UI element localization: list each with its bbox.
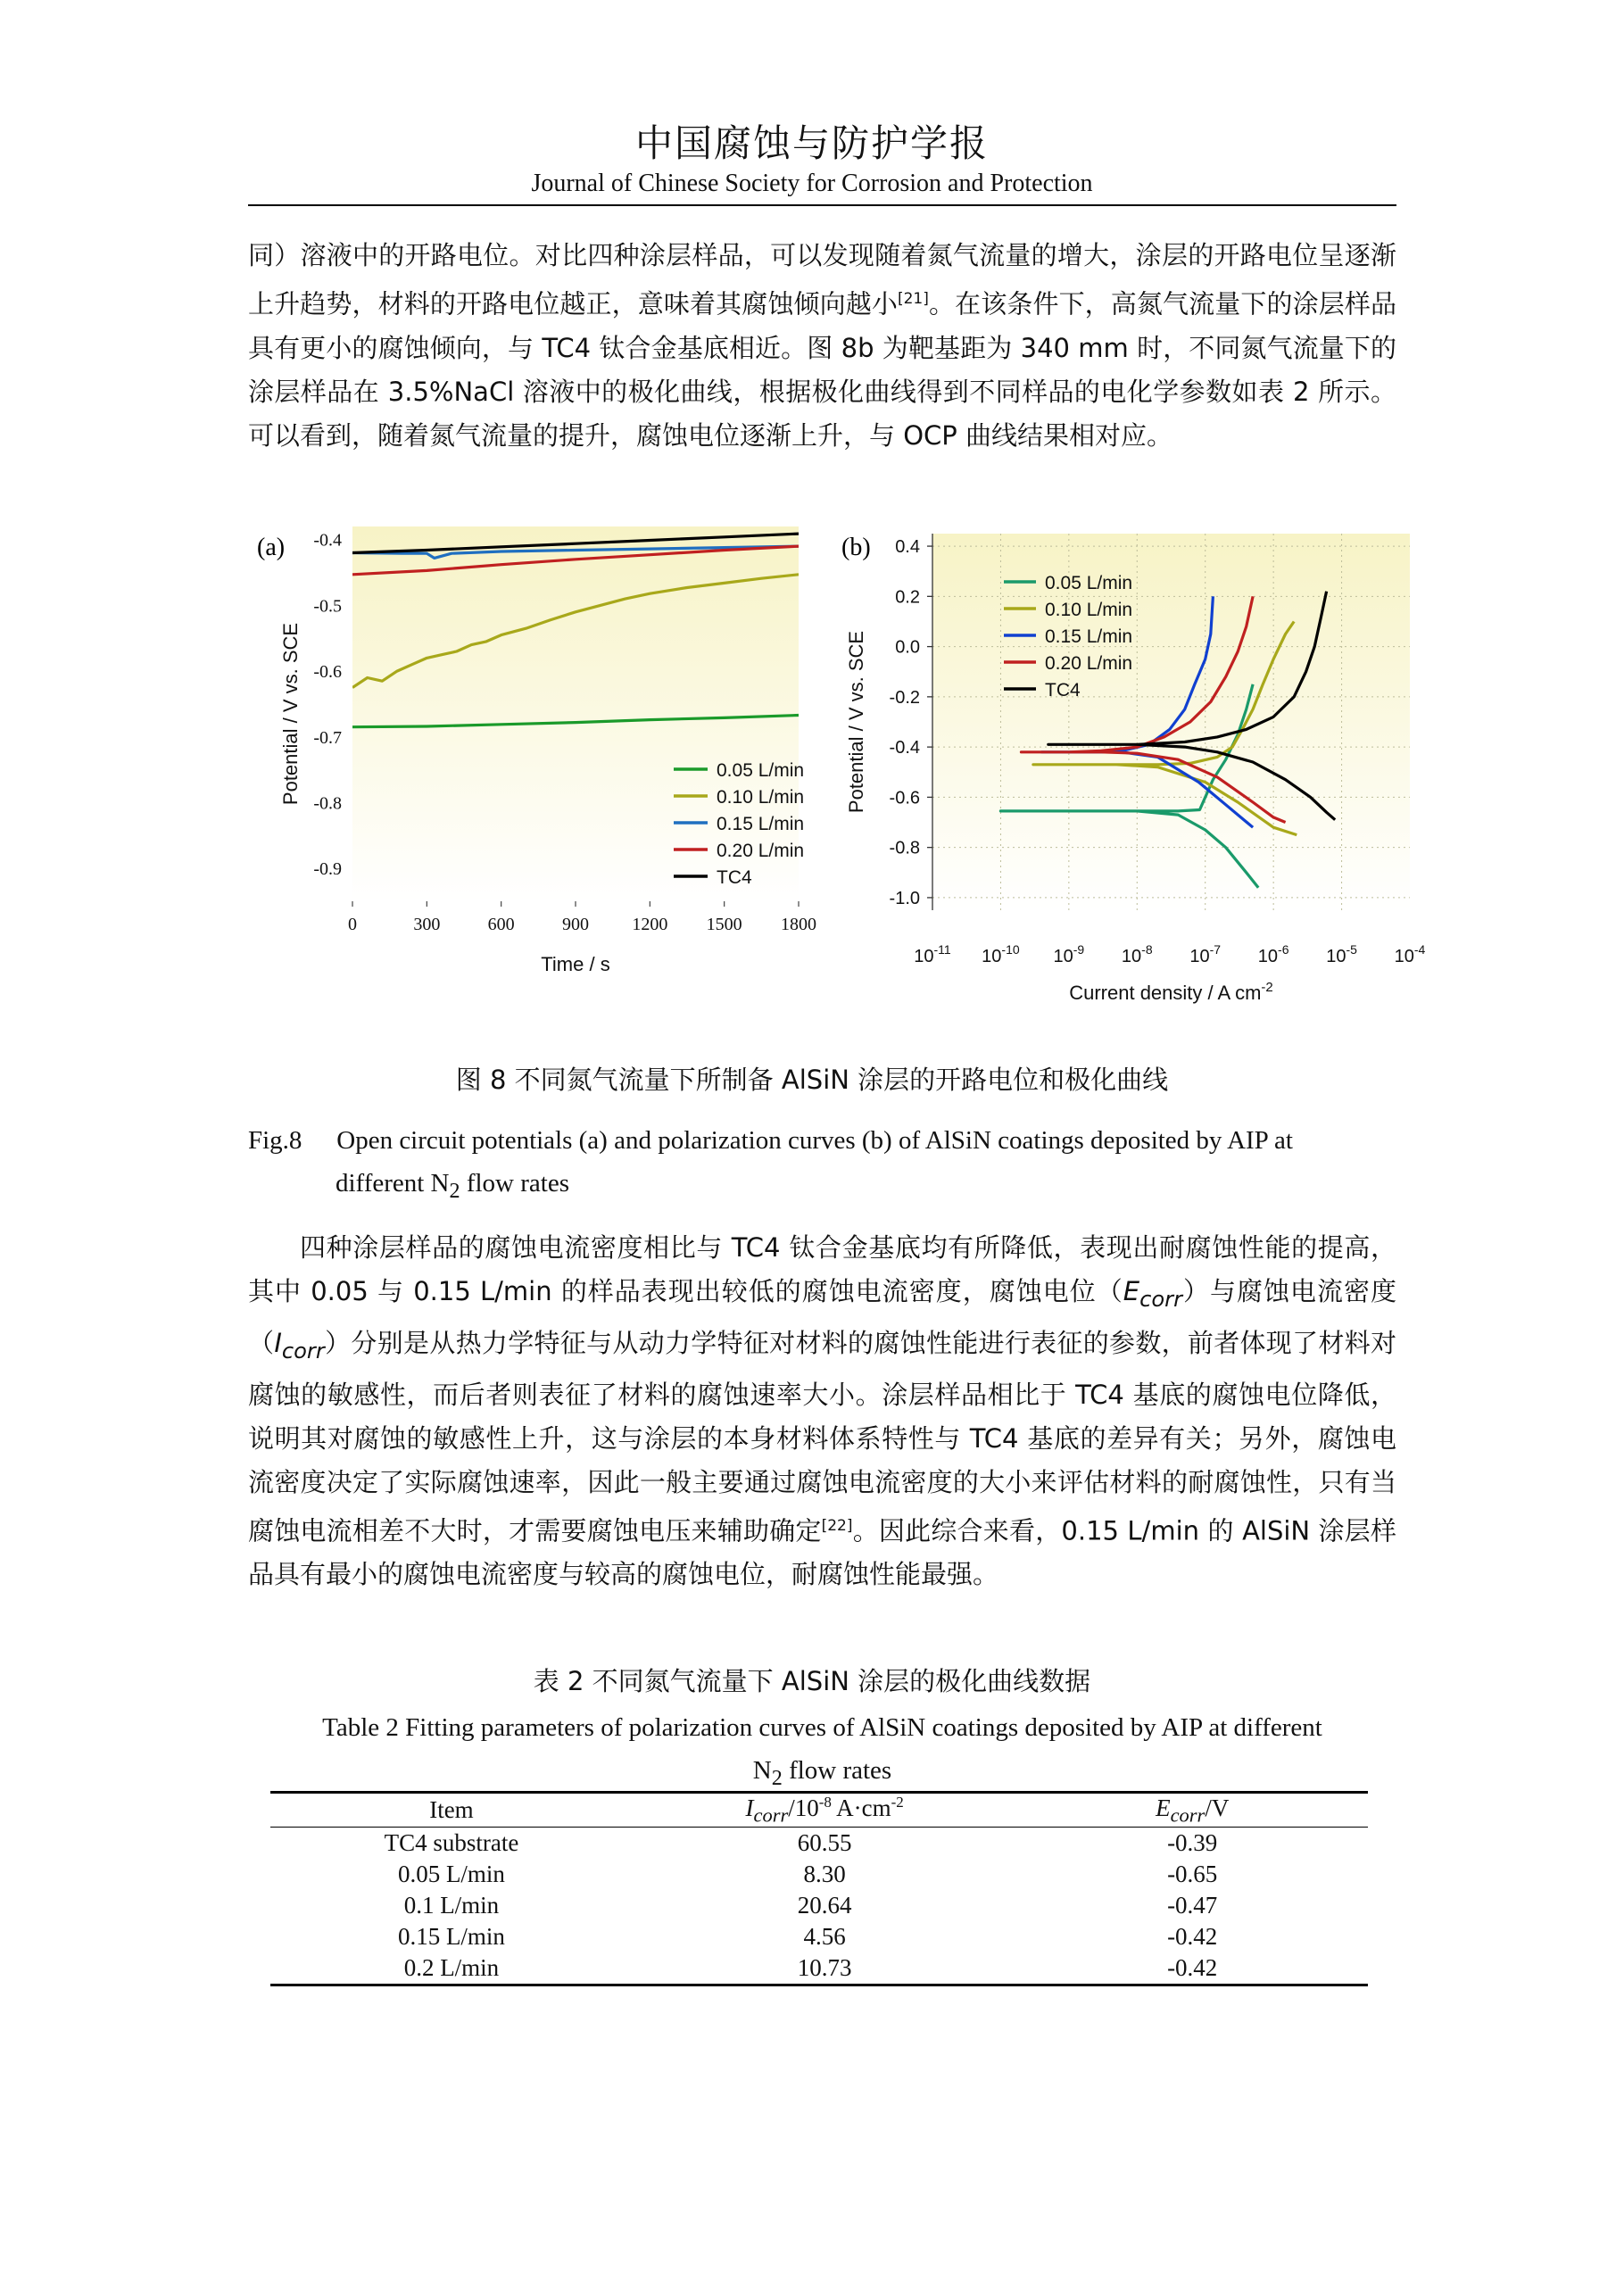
header-ecorr-subscript: corr xyxy=(1170,1803,1206,1826)
journal-title-en: Journal of Chinese Society for Corrosion and Protection xyxy=(531,170,1093,197)
header-icorr-unit-b: A·cm xyxy=(831,1795,891,1821)
legend-label-a-0: 0.05 L/min xyxy=(717,760,805,781)
panel-b-label: (b) xyxy=(841,534,871,561)
x-axis-label-b xyxy=(1069,980,1273,1004)
ecorr-letter: E xyxy=(1123,1276,1140,1306)
x-tick-exp-b: -8 xyxy=(1141,942,1153,957)
header-ecorr xyxy=(1016,1793,1368,1828)
y-tick-label-a: -0.9 xyxy=(313,859,342,880)
header-icorr-letter: I xyxy=(745,1795,754,1821)
header-rule xyxy=(248,204,1396,206)
y-tick-label-b: -1.0 xyxy=(889,888,920,908)
legend-label-a-3: 0.20 L/min xyxy=(717,841,805,861)
cell-item: 0.15 L/min xyxy=(397,1923,505,1951)
paragraph-2-text-d: 。因此综合来看，0.15 L/min 的 AlSiN 涂层样品具有最小的腐蚀电流密度与较高的腐蚀电位，耐腐蚀性能最强。 xyxy=(248,1515,1396,1590)
figure-caption-en-line1: Open circuit potentials (a) and polarization curves (b) of AlSiN coatings deposited by AIP at xyxy=(336,1126,1293,1155)
paragraph-2-text-b: ）与腐蚀电流密度（ xyxy=(248,1276,1396,1358)
x-tick-exp-b: -10 xyxy=(1001,942,1020,957)
header-icorr-subscript: corr xyxy=(753,1803,789,1827)
table-caption-en-line2-post: flow rates xyxy=(782,1756,892,1785)
figure-8 xyxy=(241,518,1426,1017)
y-tick-label-a: -0.6 xyxy=(313,662,342,683)
figure-caption-en-line2-post: flow rates xyxy=(460,1169,569,1198)
y-tick-label-a: -0.4 xyxy=(313,530,342,551)
cell-icorr: 4.56 xyxy=(803,1923,846,1951)
x-tick-label-a: 0 xyxy=(348,915,357,934)
figure-caption-en xyxy=(248,1119,1399,1213)
table-row xyxy=(270,1890,1368,1921)
x-tick-label-b xyxy=(1189,942,1221,966)
header-icorr-unit-exp: -2 xyxy=(891,1794,904,1811)
legend-label-b-3: 0.20 L/min xyxy=(1045,653,1133,674)
legend-label-b-0: 0.05 L/min xyxy=(1045,573,1133,593)
x-axis-label-b-text: Current density / A cm xyxy=(1069,982,1262,1004)
paragraph-2-text-a: 四种涂层样品的腐蚀电流密度相比与 TC4 钛合金基底均有所降低，表现出耐腐蚀性能的提高，其中 0.05 与 0.15 L/min 的样品表现出较低的腐蚀电流密度，腐蚀电位（ xyxy=(248,1232,1396,1306)
legend-label-a-1: 0.10 L/min xyxy=(717,787,805,808)
cell-item: 0.2 L/min xyxy=(403,1954,500,1982)
x-tick-exp-b: -6 xyxy=(1278,942,1289,957)
x-tick-label-a: 1200 xyxy=(632,915,668,934)
cell-ecorr: -0.65 xyxy=(1167,1861,1218,1888)
x-tick-label-b xyxy=(1395,942,1426,966)
x-tick-exp-b: -4 xyxy=(1413,942,1426,957)
icorr-symbol xyxy=(274,1327,325,1364)
paragraph-1-text-b: 。在该条件下，高氮气流量下的涂层样品具有更小的腐蚀倾向，与 TC4 钛合金基底相近。图 8b 为靶基距为 340 mm 时，不同氮气流量下的涂层样品在 3.5%NaCl 溶液中的极化曲线，根据极化曲线得到不同样品的电化学参数如表 2 所示。可以看到，随着氮气流量的提升，腐蚀电位逐渐上升，与 OCP 曲线结果相对应。 xyxy=(248,288,1396,451)
x-tick-base-b: 10 xyxy=(1121,947,1142,966)
paragraph-2-text-c: ）分别是从热力学特征与从动力学特征对材料的腐蚀性能进行表征的参数，前者体现了材料对腐蚀的敏感性，而后者则表征了材料的腐蚀速率大小。涂层样品相比于 TC4 基底的腐蚀电位降低，说明其对腐蚀的敏感性上升，这与涂层的本身材料体系特性与 TC4 基底的差异有关；另外，腐蚀电流密度决定了实际腐蚀速率，因此一般主要通过腐蚀电流密度的大小来评估材料的耐腐蚀性，只有当腐蚀电流相差不大时，才需要腐蚀电压来辅助确定 xyxy=(248,1327,1396,1546)
x-tick-base-b: 10 xyxy=(1326,947,1346,966)
cell-item: TC4 substrate xyxy=(384,1829,519,1857)
icorr-subscript: corr xyxy=(281,1338,325,1364)
table-caption-en xyxy=(248,1706,1396,1800)
x-tick-label-a: 1500 xyxy=(706,915,742,934)
x-tick-label-a: 900 xyxy=(562,915,589,934)
figure-caption-cn: 图 8 不同氮气流量下所制备 AlSiN 涂层的开路电位和极化曲线 xyxy=(455,1065,1169,1095)
cell-icorr: 8.30 xyxy=(803,1861,846,1888)
chart-panel-b xyxy=(841,534,1426,1004)
y-tick-label-a: -0.5 xyxy=(313,596,342,617)
x-tick-exp-b: -11 xyxy=(933,942,951,957)
cell-icorr: 20.64 xyxy=(797,1892,852,1919)
legend-label-b-2: 0.15 L/min xyxy=(1045,626,1133,647)
y-tick-label-b: -0.2 xyxy=(889,687,920,708)
x-tick-label-b xyxy=(1054,942,1085,966)
cell-item: 0.1 L/min xyxy=(403,1892,500,1919)
y-tick-label-b: -0.6 xyxy=(889,788,920,808)
table-row xyxy=(270,1828,1368,1860)
x-axis-label-b-exp: -2 xyxy=(1261,980,1273,995)
panel-a-label: (a) xyxy=(257,534,286,561)
x-tick-label-b xyxy=(982,942,1020,966)
x-tick-base-b: 10 xyxy=(1189,947,1210,966)
header-item: Item xyxy=(429,1796,474,1824)
x-axis-label-a: Time / s xyxy=(541,953,610,975)
y-tick-label-a: -0.8 xyxy=(313,793,342,814)
table-caption-en-line2-pre: N xyxy=(752,1756,772,1785)
table-header-row xyxy=(270,1793,1368,1828)
paragraph-1 xyxy=(248,234,1396,458)
citation-22: [22] xyxy=(821,1516,853,1535)
legend-label-b-1: 0.10 L/min xyxy=(1045,600,1133,620)
paragraph-2 xyxy=(248,1226,1396,1596)
x-tick-label-a: 300 xyxy=(413,915,441,934)
header-icorr-unit-a: /10 xyxy=(788,1795,819,1821)
x-tick-exp-b: -7 xyxy=(1209,942,1222,957)
x-tick-label-b xyxy=(1326,942,1357,966)
header-icorr-exp: -8 xyxy=(818,1794,832,1811)
y-tick-label-b: -0.4 xyxy=(889,738,920,758)
cell-ecorr: -0.42 xyxy=(1167,1923,1218,1951)
header-icorr xyxy=(633,1793,1017,1828)
paragraph-1-text-a: 同）溶液中的开路电位。对比四种涂层样品，可以发现随着氮气流量的增大，涂层的开路电位呈逐渐上升趋势，材料的开路电位越正，意味着其腐蚀倾向越小 xyxy=(248,240,1396,319)
x-tick-label-b xyxy=(1258,942,1289,966)
y-tick-label-a: -0.7 xyxy=(313,727,342,748)
journal-title-cn: 中国腐蚀与防护学报 xyxy=(634,121,989,165)
cell-ecorr: -0.39 xyxy=(1167,1829,1218,1857)
figure-caption-en-lead: Fig.8 xyxy=(248,1126,302,1155)
y-axis-label-a: Potential / V vs. SCE xyxy=(279,622,302,806)
ecorr-symbol xyxy=(1123,1276,1183,1312)
citation-21: [21] xyxy=(897,290,929,308)
cell-item: 0.05 L/min xyxy=(397,1861,505,1888)
header-ecorr-unit: /V xyxy=(1205,1794,1230,1821)
x-tick-base-b: 10 xyxy=(1257,947,1279,966)
polarization-table xyxy=(270,1791,1368,1986)
y-tick-label-b: 0.0 xyxy=(895,637,920,658)
x-tick-label-b xyxy=(1122,942,1153,966)
chart-panel-a xyxy=(257,526,816,975)
icorr-letter: I xyxy=(274,1327,282,1358)
y-tick-label-b: 0.4 xyxy=(895,537,920,558)
cell-icorr: 60.55 xyxy=(797,1829,852,1857)
cell-ecorr: -0.47 xyxy=(1167,1892,1218,1919)
table-caption-cn: 表 2 不同氮气流量下 AlSiN 涂层的极化曲线数据 xyxy=(533,1666,1091,1696)
plot-area-b xyxy=(932,534,1410,910)
cell-ecorr: -0.42 xyxy=(1167,1954,1218,1982)
y-tick-label-b: -0.8 xyxy=(889,838,920,858)
figure-caption-en-sub: 2 xyxy=(449,1178,460,1203)
x-tick-label-a: 1800 xyxy=(781,915,816,934)
cell-icorr: 10.73 xyxy=(797,1954,852,1982)
x-tick-label-a: 600 xyxy=(487,915,515,934)
x-tick-base-b: 10 xyxy=(982,947,1002,966)
table-row xyxy=(270,1952,1368,1985)
table-caption-en-line1: Table 2 Fitting parameters of polarization curves of AlSiN coatings deposited by AIP at different xyxy=(322,1713,1322,1742)
x-tick-exp-b: -5 xyxy=(1346,942,1357,957)
x-tick-label-b xyxy=(914,942,951,966)
y-tick-label-b: 0.2 xyxy=(895,587,920,608)
x-tick-exp-b: -9 xyxy=(1073,942,1085,957)
table-row xyxy=(270,1921,1368,1952)
ecorr-subscript: corr xyxy=(1139,1286,1183,1312)
y-axis-label-b: Potential / V vs. SCE xyxy=(845,630,867,814)
x-tick-base-b: 10 xyxy=(914,947,934,966)
legend-label-b-4: TC4 xyxy=(1045,680,1081,700)
x-tick-base-b: 10 xyxy=(1053,947,1073,966)
figure-caption-en-line2-pre: different N xyxy=(336,1169,450,1198)
table-row xyxy=(270,1859,1368,1890)
legend-label-a-4: TC4 xyxy=(717,867,752,888)
legend-label-a-2: 0.15 L/min xyxy=(717,814,805,834)
table-caption-en-sub: 2 xyxy=(771,1765,783,1790)
x-tick-base-b: 10 xyxy=(1394,947,1414,966)
header-ecorr-letter: E xyxy=(1156,1794,1171,1821)
